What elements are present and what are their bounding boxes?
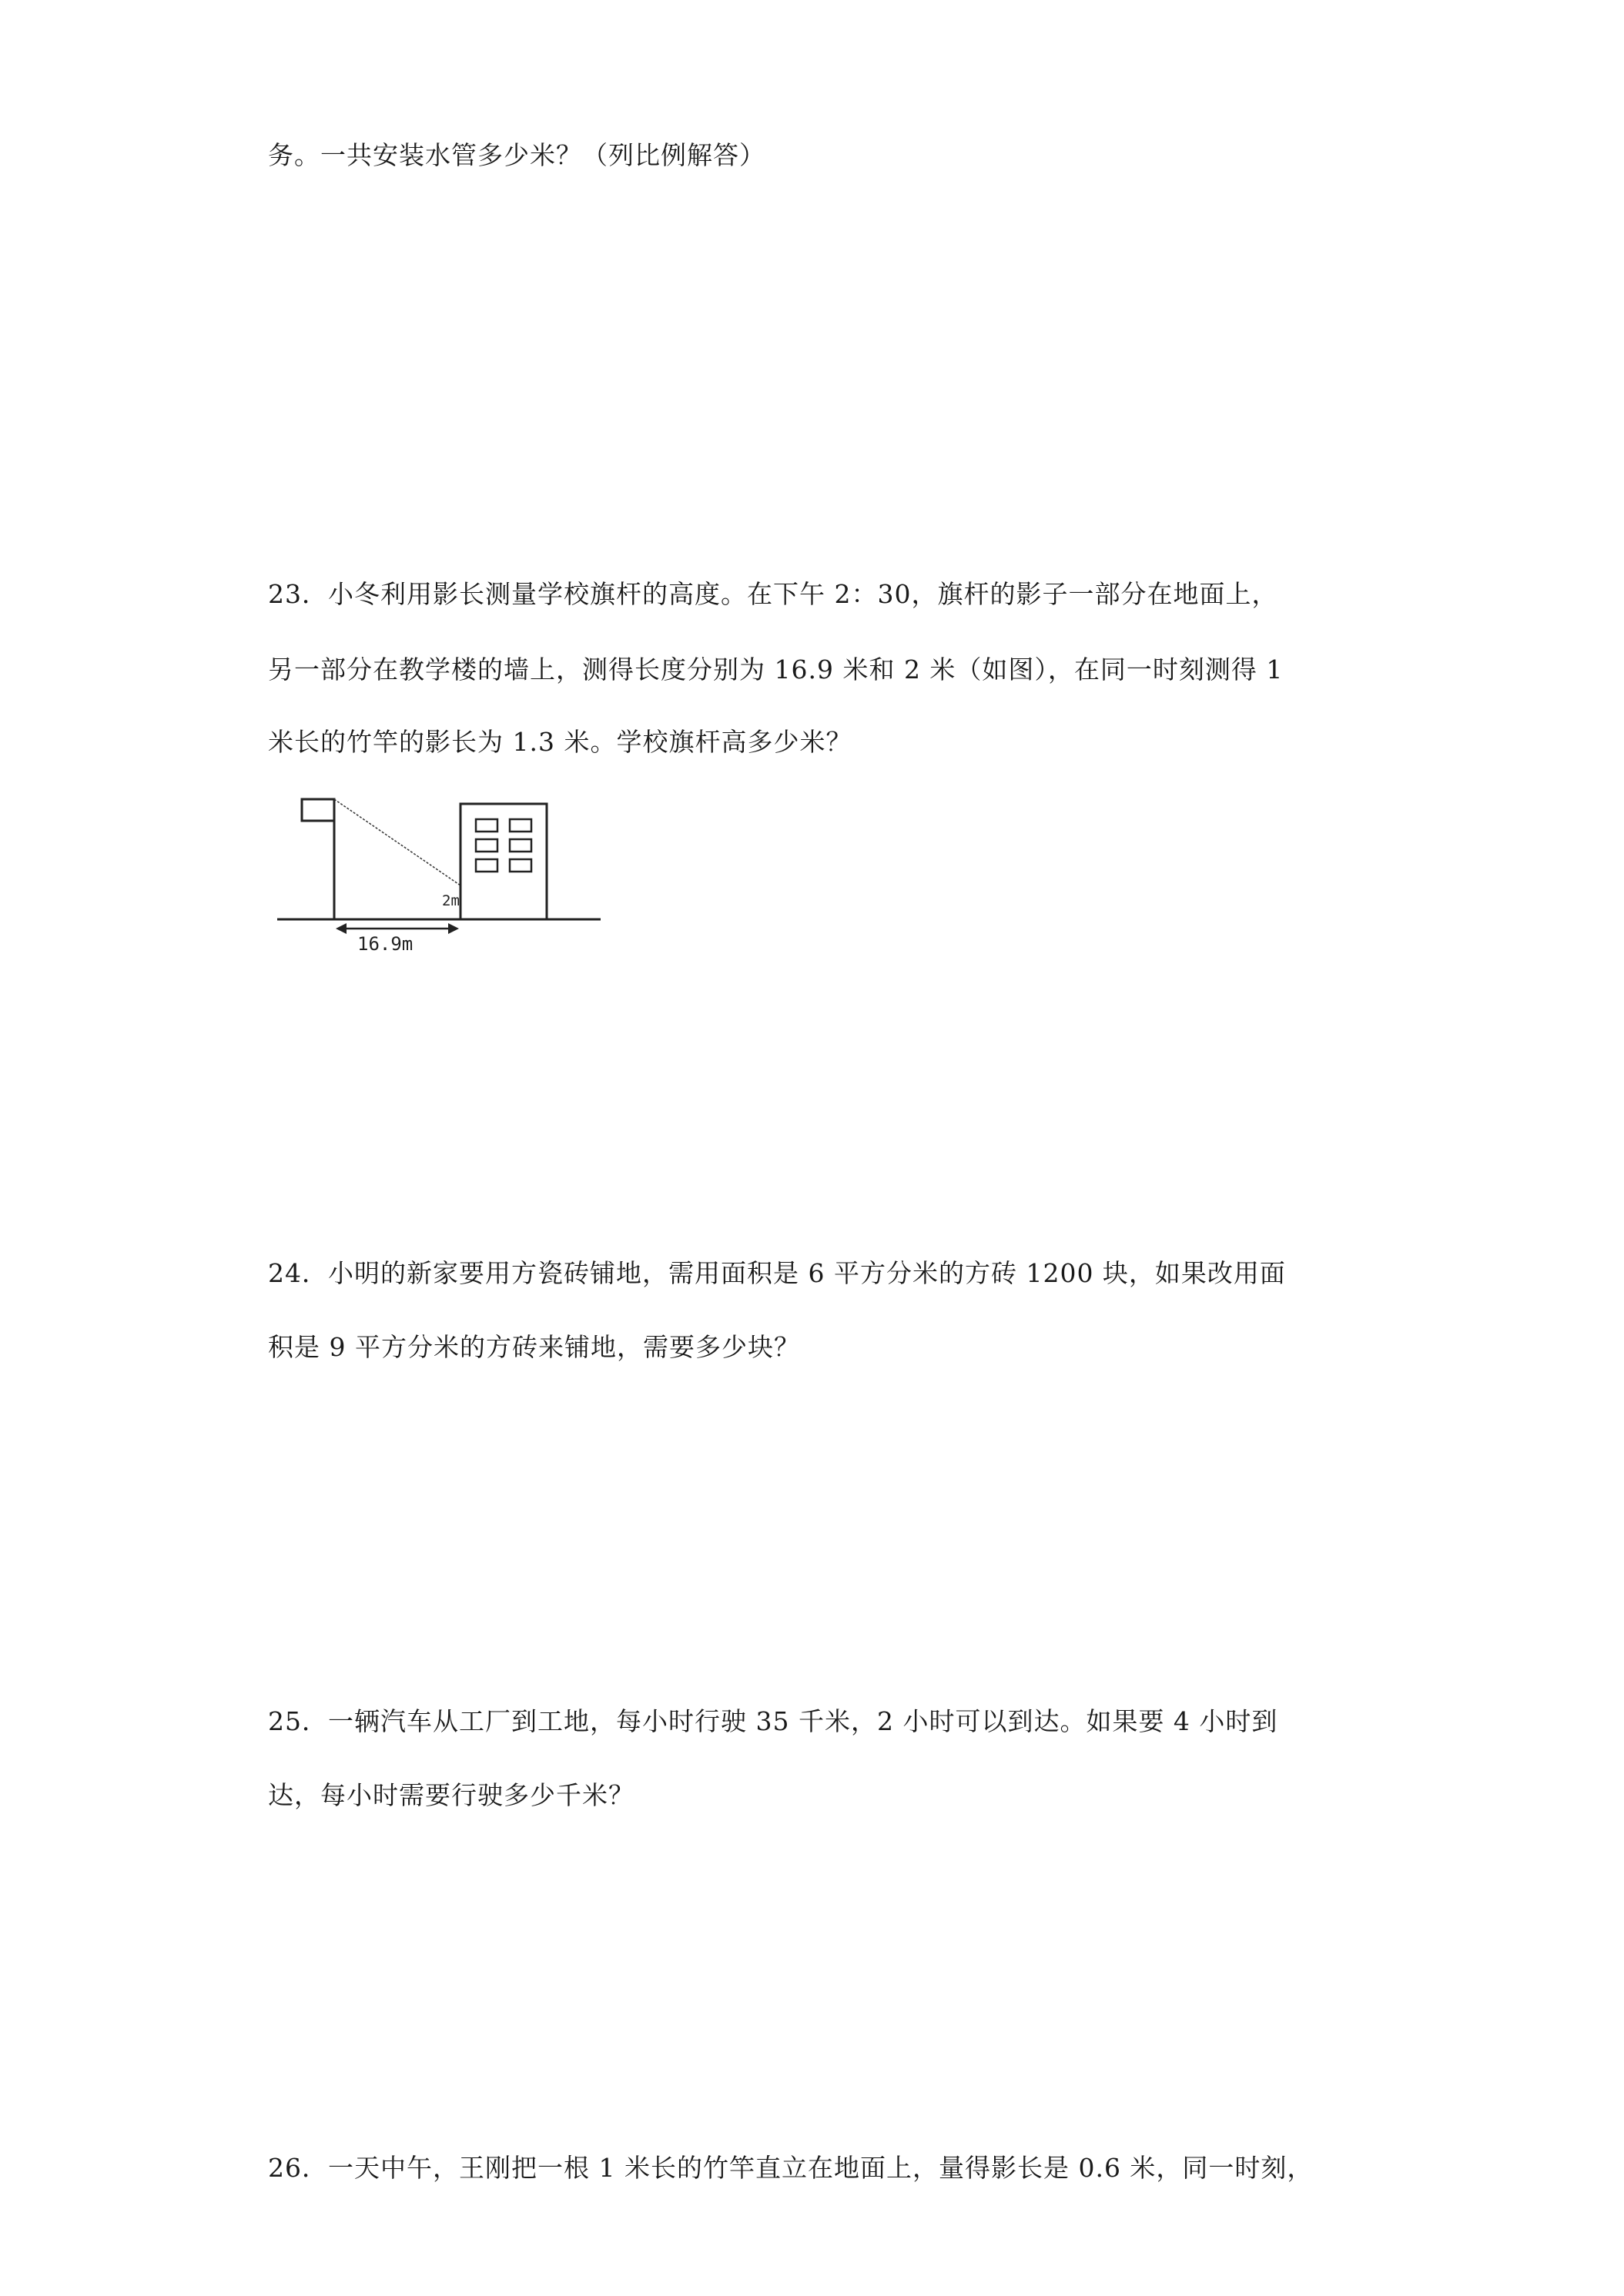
flag (302, 799, 334, 821)
sun-ray-line (334, 799, 460, 885)
question-23-line-3: 米长的竹竿的影长为 1.3 米。学校旗杆高多少米？ (268, 727, 852, 757)
question-24-line-1: 24．小明的新家要用方瓷砖铺地，需用面积是 6 平方分米的方砖 1200 块，如果改用面 (268, 1258, 1286, 1288)
ground-shadow-label: 16.9m (357, 933, 414, 955)
question-26-line-1: 26．一天中午，王刚把一根 1 米长的竹竿直立在地面上，量得影长是 0.6 米，同一时刻， (268, 2153, 1314, 2183)
flagpole-shadow-diagram (277, 793, 608, 959)
question-24-line-2: 积是 9 平方分米的方砖来铺地，需要多少块？ (268, 1332, 800, 1362)
question-25-line-2: 达，每小时需要行驶多少千米？ (268, 1780, 635, 1810)
question-25-line-1: 25．一辆汽车从工厂到工地，每小时行驶 35 千米，2 小时可以到达。如果要 4 小时到 (268, 1706, 1278, 1736)
question-22-continuation: 务。一共安装水管多少米？（列比例解答） (268, 140, 765, 170)
wall-shadow-label: 2m (442, 892, 460, 909)
question-23-line-1: 23．小冬利用影长测量学校旗杆的高度。在下午 2：30，旗杆的影子一部分在地面上， (268, 579, 1278, 609)
school-building (460, 804, 547, 919)
question-23-line-2: 另一部分在教学楼的墙上，测得长度分别为 16.9 米和 2 米（如图），在同一时刻测得 1 (268, 654, 1284, 684)
building-windows (476, 819, 531, 872)
ground-shadow-dimension (336, 923, 459, 934)
